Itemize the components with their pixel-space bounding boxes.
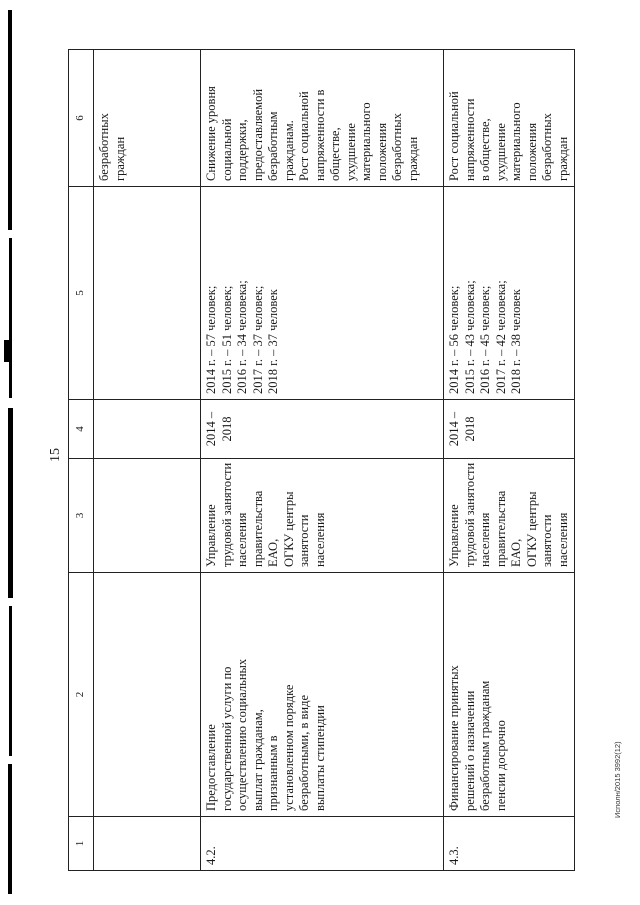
results-cell: 2014 г. – 56 человек; 2015 г. – 43 человека; 2016 г. – 45 человек; 2017 г. – 42 человека; 2018 г. – 38 человек bbox=[444, 187, 575, 400]
consequences-cell: Рост социальной напряженности в обществе, ухудшение материального положения безработных граждан bbox=[444, 50, 575, 187]
header-col-2: 2 bbox=[69, 573, 94, 817]
row-number: 4.2. bbox=[201, 817, 444, 871]
continuation-row bbox=[94, 50, 201, 871]
table-row bbox=[201, 50, 444, 871]
header-col-1: 1 bbox=[69, 817, 94, 871]
header-col-5: 5 bbox=[69, 187, 94, 400]
header-col-3: 3 bbox=[69, 459, 94, 573]
table-header-row bbox=[69, 50, 94, 871]
page-number: 15 bbox=[48, 448, 63, 462]
consequences-cell: Снижение уровня социальной поддержки, предоставляемой безработным гражданам. Рост социальной напряженности в обществе, ухудшение материального положения безработных граждан bbox=[201, 50, 444, 187]
measures-table bbox=[68, 49, 575, 871]
header-col-4: 4 bbox=[69, 400, 94, 459]
measure-cell: Предоставление государственной услуги по осуществлению социальных выплат гражданам, признанным в установленном порядке безработными, в виде выплаты стипендии bbox=[201, 573, 444, 817]
document-side-code: Исполн/2015 3992(12) bbox=[613, 741, 622, 818]
period-cell: 2014 – 2018 bbox=[444, 400, 575, 459]
executor-cell: Управление трудовой занятости населения правительства ЕАО, ОГКУ центры занятости населения bbox=[444, 459, 575, 573]
row-number: 4.3. bbox=[444, 817, 575, 871]
measure-cell: Финансирование принятых решений о назначении безработным гражданам пенсии досрочно bbox=[444, 573, 575, 817]
continuation-consequences: безработных граждан bbox=[94, 50, 201, 187]
period-cell: 2014 – 2018 bbox=[201, 400, 444, 459]
header-col-6: 6 bbox=[69, 50, 94, 187]
executor-cell: Управление трудовой занятости населения правительства ЕАО, ОГКУ центры занятости населения bbox=[201, 459, 444, 573]
table-container bbox=[68, 56, 570, 871]
table-row bbox=[444, 50, 575, 871]
results-cell: 2014 г. – 57 человек; 2015 г. – 51 человек; 2016 г. – 34 человека; 2017 г. – 37 человек; 2018 г. – 37 человек bbox=[201, 187, 444, 400]
